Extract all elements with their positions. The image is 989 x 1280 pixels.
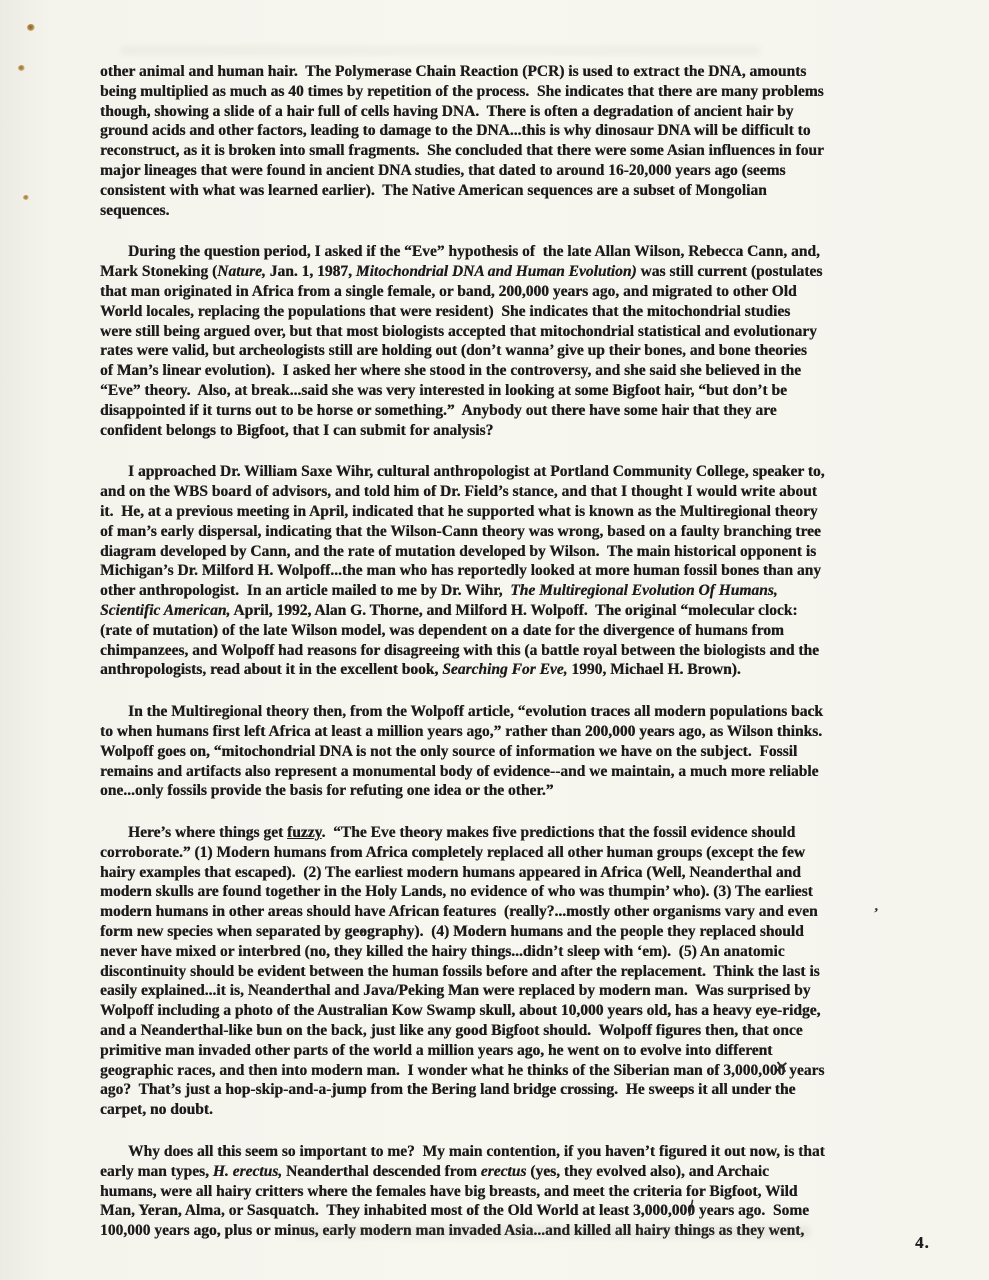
- text-run: years ago. Some: [694, 1202, 810, 1220]
- text-line: [100, 781, 905, 801]
- text-run: In the Multiregional theory then, from the Wolpoff article, “evolution traces all modern populations back: [128, 703, 823, 721]
- text-run: chimpanzees, and Wolpoff had reasons for disagreeing with this (a battle royal between the biologists and the: [100, 641, 819, 659]
- text-run: Michigan’s Dr. Milford H. Wolpoff...the man who has reportedly looked at more human fossil bones than any: [100, 562, 821, 580]
- text-line: [100, 462, 905, 482]
- italic-text: H. erectus,: [212, 1162, 283, 1180]
- paragraph: [100, 823, 905, 1120]
- text-run: being multiplied as much as 40 times by repetition of the process. She indicates that there are many problems: [100, 82, 824, 100]
- text-run: confident belongs to Bigfoot, that I can submit for analysis?: [100, 421, 494, 439]
- text-run: years: [785, 1061, 825, 1079]
- text-line: [100, 1080, 905, 1100]
- text-line: [100, 561, 905, 581]
- text-line: [100, 843, 905, 863]
- italic-text: Nature,: [217, 263, 266, 281]
- text-run: one...only fossils provide the basis for refuting one idea or the other.”: [100, 782, 554, 800]
- paper-speck: [27, 24, 35, 31]
- text-line: [100, 121, 905, 141]
- text-line: [100, 581, 905, 601]
- text-run: form new species when separated by ge: [100, 923, 360, 941]
- text-line: [100, 1142, 905, 1162]
- text-line: [100, 1021, 905, 1041]
- italic-text: Scientific American,: [100, 601, 231, 619]
- text-line: [100, 742, 905, 762]
- underlined-text: fuzzy: [287, 824, 322, 842]
- text-run: consistent with what was learned earlier). The Native American sequences are a subset of Mongolian: [100, 181, 767, 199]
- text-line: [100, 102, 905, 122]
- text-line: [100, 262, 905, 282]
- text-line: [100, 621, 905, 641]
- text-run: . “The Eve theory makes five predictions that the fossil evidence should: [321, 824, 796, 842]
- text-line: [100, 141, 905, 161]
- text-run: Wolpoff goes on, “mitochondrial DNA is not the only source of information we have on the subject. Fossil: [100, 742, 798, 760]
- text-line: [100, 1061, 905, 1081]
- text-run: ago? That’s just a hop-skip-and-a-jump from the Bering land bridge crossing. He sweeps it all under the: [100, 1081, 796, 1099]
- text-line: [100, 660, 905, 680]
- showthrough-ghost-text: [120, 46, 760, 55]
- pen-slash-mark: 0 |: [687, 1201, 695, 1221]
- text-line: [100, 542, 905, 562]
- text-line: [100, 863, 905, 883]
- text-run: carpet, no doubt.: [100, 1101, 213, 1119]
- text-line: [100, 201, 905, 221]
- text-run: modern humans in other areas should have African features (really?...mostly other organisms vary and even: [100, 903, 818, 921]
- text-run: I approached Dr. William Saxe Wihr, cultural anthropologist at Portland Community College, speaker to,: [128, 463, 825, 481]
- text-line: [100, 762, 905, 782]
- text-line: [100, 401, 905, 421]
- text-line: [100, 702, 905, 722]
- text-run: anthropologists, read about it in the excellent book,: [100, 661, 443, 679]
- italic-text: Searching For Eve,: [442, 661, 568, 679]
- text-run: World locales, replacing the populations that were resident) She indicates that the mitochondrial studies: [100, 302, 791, 320]
- text-run: though, showing a slide of a hair full of cells having DNA. There is often a degradation of ancient hair by: [100, 102, 794, 120]
- text-line: [100, 322, 905, 342]
- paragraph: [100, 462, 905, 680]
- text-run: remains and artifacts also represent a monumental body of evidence--and we maintain, a much more reliable: [100, 762, 819, 780]
- text-run: of man’s early dispersal, indicating that the Wilson-Cann theory was wrong, based on a faulty branching tree: [100, 522, 821, 540]
- paper-speck: [23, 195, 29, 200]
- text-run: modern skulls are found together in the Holy Lands, no evidence of who was thumpin’ who). (3) The earliest: [100, 883, 813, 901]
- text-line: [100, 601, 905, 621]
- paragraph: [100, 242, 905, 440]
- document-text: [100, 62, 905, 1241]
- text-line: [100, 722, 905, 742]
- italic-text: erectus: [480, 1162, 527, 1180]
- text-run: early man types,: [100, 1162, 213, 1180]
- text-run: primitive man invaded other parts of the world a million years ago, he went on to evolve into different: [100, 1041, 773, 1059]
- text-run: Why does all this seem so important to me? My main contention, if you haven’t figured it out now, is that: [128, 1143, 825, 1161]
- text-run: Man, Yeran, Alma, or Sasquatch. They inhabited most of the Old World at least 3,000,00: [100, 1202, 688, 1220]
- text-run: 1990, Michael H. Brown).: [567, 661, 741, 679]
- text-line: [100, 482, 905, 502]
- text-line: [100, 341, 905, 361]
- text-run: hairy examples that escaped). (2) The earliest modern humans appeared in Africa (Well, Neanderthal and: [100, 863, 801, 881]
- italic-text: The Multiregional Evolution Of Humans,: [510, 582, 778, 600]
- text-run: geographic races, and then into modern man. I wonder what he thinks of the Siberian man of 3,000,00: [100, 1061, 778, 1079]
- text-run: Wolpoff including a photo of the Australian Kow Swamp skull, about 10,000 years old, has a heavy eye-ridge,: [100, 1002, 821, 1020]
- text-run: and a Neanderthal-like bun on the back, just like any good Bigfoot should. Wolpoff figures then, that once: [100, 1022, 803, 1040]
- text-line: [100, 641, 905, 661]
- stray-pen-mark: ’: [871, 905, 880, 923]
- text-run: discontinuity should be evident between the human fossils before and after the replacement. Think the last is: [100, 962, 820, 980]
- text-line: [100, 82, 905, 102]
- text-line: [100, 282, 905, 302]
- text-line: [100, 421, 905, 441]
- text-run: Jan. 1, 1987,: [265, 263, 356, 281]
- text-line: [100, 62, 905, 82]
- paper-speck: [18, 65, 25, 71]
- text-run: sequences.: [100, 201, 170, 219]
- text-run: disappointed if it turns out to be horse or something.” Anybody out there have some hair that they are: [100, 401, 777, 419]
- text-line: [100, 242, 905, 262]
- text-run: (rate of mutation) of the late Wilson model, was dependent on a date for the divergence of humans from: [100, 621, 784, 639]
- text-run: During the question period, I asked if the “Eve” hypothesis of the late Allan Wilson, Rebecca Cann, and,: [128, 243, 820, 261]
- text-run: Neanderthal descended from: [282, 1162, 481, 1180]
- text-run: corroborate.” (1) Modern humans from Africa completely replaced all other human groups (except the few: [100, 843, 806, 861]
- text-line: [100, 882, 905, 902]
- text-line: [100, 922, 905, 942]
- text-run: reconstruct, as it is broken into small fragments. She concluded that there were some Asian influences in four: [100, 142, 824, 160]
- text-run: were still being argued over, but that most biologists accepted that mitochondrial statistical and evolutionary: [100, 322, 817, 340]
- text-run: of Man’s linear evolution). I asked her where she stood in the controversy, and she said she believed in the: [100, 362, 801, 380]
- text-run: it. He, at a previous meeting in April, indicated that he supported what is known as the Multiregional theory: [100, 502, 818, 520]
- text-line: [100, 181, 905, 201]
- text-line: [100, 1182, 905, 1202]
- text-run: humans, were all hairy critters where the females have big breasts, and meet the criteria for Bigfoot, Wild: [100, 1182, 798, 1200]
- text-run: other anthropologist. In an article mailed to me by Dr. Wihr,: [100, 582, 511, 600]
- text-run: 100,000 years ago, plus or minus, early modern man invaded Asia...and killed all hairy things as they went,: [100, 1222, 805, 1240]
- text-run: never have mixed or interbred (no, they killed the hairy things...didn’t sleep with ‘em). (5) An anatomic: [100, 942, 785, 960]
- text-line: [100, 1201, 905, 1221]
- text-run: (yes, they evolved also), and Archaic: [526, 1162, 769, 1180]
- text-run: “Eve” theory. Also, at break...said she was very interested in looking at some Bigfoot hair, “but don’t be: [100, 381, 787, 399]
- text-run: ground acids and other factors, leading to damage to the DNA...this is why dinosaur DNA will be difficult to: [100, 122, 811, 140]
- text-run: that man originated in Africa from a single female, or band, 200,000 years ago, and migrated to other Old: [100, 282, 797, 300]
- text-run: graphy). (4) Modern humans and the people they replaced should: [366, 923, 804, 941]
- text-run: major lineages that were found in ancient DNA studies, that dated to around 16-20,000 years ago (seems: [100, 161, 786, 179]
- text-line: [100, 962, 905, 982]
- paragraph: [100, 702, 905, 801]
- text-run: April, 1992, Alan G. Thorne, and Milford H. Wolpoff. The original “molecular clock:: [230, 601, 798, 619]
- text-line: [100, 1100, 905, 1120]
- text-run: easily explained...it is, Neanderthal and Java/Peking Man were replaced by modern man. Was surprised by: [100, 982, 811, 1000]
- text-line: [100, 302, 905, 322]
- text-line: [100, 823, 905, 843]
- text-line: [100, 522, 905, 542]
- text-line: [100, 942, 905, 962]
- pen-x-strike-mark: 0 ✕: [777, 1061, 785, 1081]
- text-run: was still current (postulates: [636, 263, 823, 281]
- text-line: [100, 161, 905, 181]
- showthrough-ghost-text: [295, 1226, 810, 1238]
- text-run: other animal and human hair. The Polymerase Chain Reaction (PCR) is used to extract the DNA, amounts: [100, 63, 807, 80]
- text-run: diagram developed by Cann, and the rate of mutation developed by Wilson. The main historical opponent is: [100, 542, 817, 560]
- paragraph: [100, 62, 905, 220]
- text-run: and on the WBS board of advisors, and told him of Dr. Field’s stance, and that I thought I would write about: [100, 483, 817, 501]
- pen-dot-mark: o •: [359, 922, 367, 942]
- text-line: [100, 1001, 905, 1021]
- text-line: [100, 981, 905, 1001]
- text-line: [100, 361, 905, 381]
- page-number: 4.: [915, 1233, 930, 1252]
- text-run: Mark Stoneking (: [100, 263, 218, 281]
- italic-text: Mitochondrial DNA and Human Evolution): [355, 263, 637, 281]
- text-line: [100, 1162, 905, 1182]
- text-run: Here’s where things get: [128, 824, 287, 842]
- text-line: [100, 381, 905, 401]
- text-run: rates were valid, but archeologists still are holding out (don’t wanna’ give up their bones, and bone theories: [100, 342, 807, 360]
- text-line: [100, 502, 905, 522]
- text-run: to when humans first left Africa at least a million years ago,” rather than 200,000 years ago, as Wilson thinks.: [100, 722, 823, 740]
- text-line: [100, 902, 905, 922]
